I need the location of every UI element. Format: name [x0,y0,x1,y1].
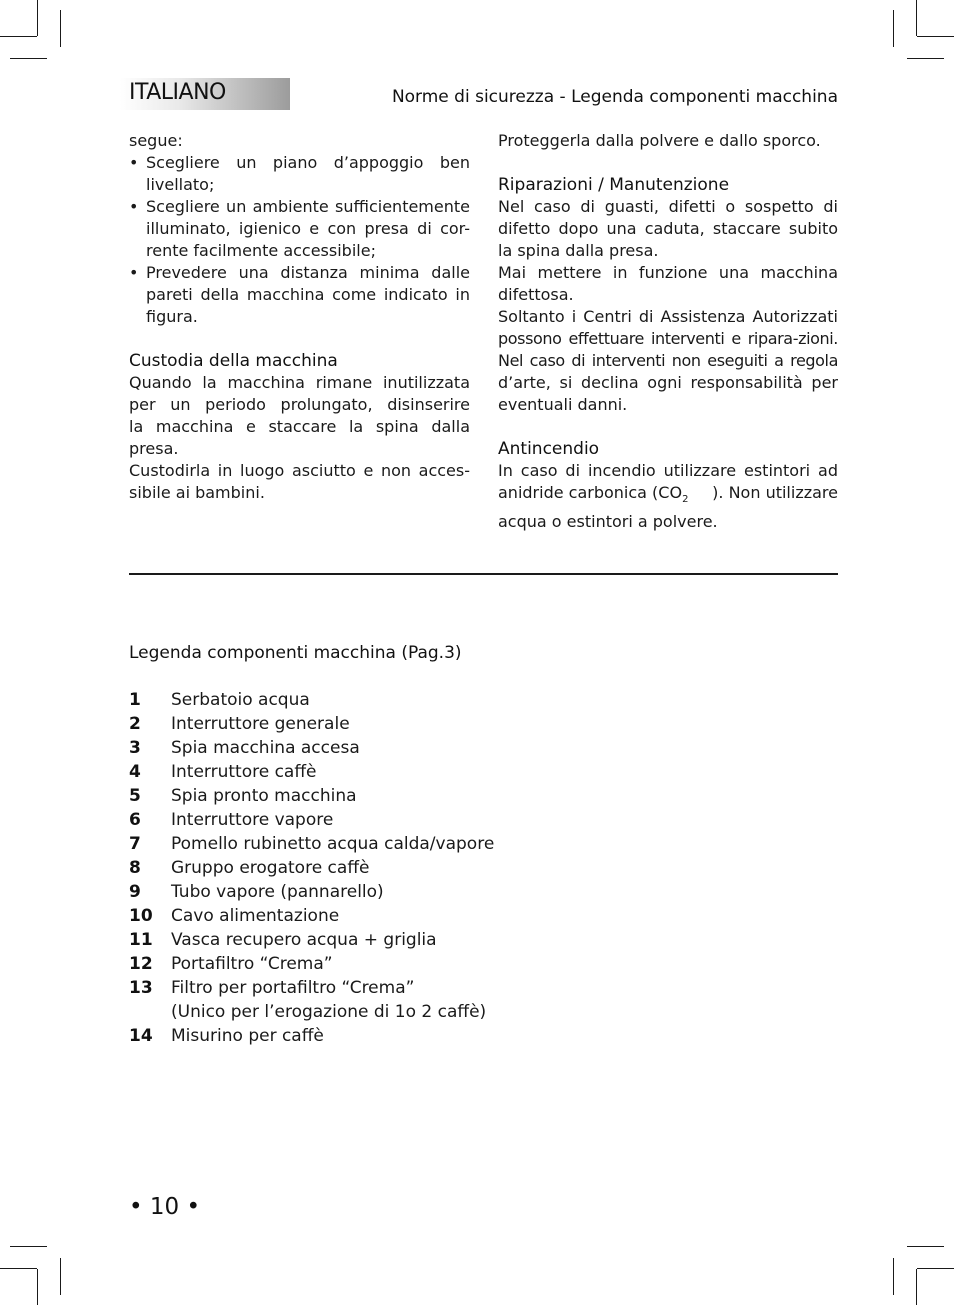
bullet-item [129,196,470,262]
legend-number: 8 [129,858,141,878]
bullet-line: figura. [146,307,198,326]
bullet-line: livellato; [146,175,215,194]
crop-mark [893,10,894,47]
bullet-line: pareti della macchina come indicato in [146,285,470,304]
legend-label: Pomello rubinetto acqua calda/vapore [171,834,495,854]
legend-item [129,688,494,712]
legend-label: Spia macchina accesa [171,738,360,758]
legend-number: 1 [129,690,141,710]
body-line: Nel caso di guasti, difetti o sospetto di [498,197,838,216]
body-line: In caso di incendio utilizzare estintori ad [498,461,838,480]
legend-number [129,1000,171,1024]
body-line: Nel caso di interventi non eseguiti a regola [498,351,838,370]
crop-mark [916,0,917,36]
legend-number: 3 [129,738,141,758]
legend-item [129,832,494,856]
body-line: eventuali danni. [498,395,628,414]
section-heading-antincendio: Antincendio [498,439,600,459]
legend-item [129,808,494,832]
body-line: difetto dopo una caduta, staccare subito [498,219,838,238]
crop-mark [10,1246,47,1247]
legend-number: 2 [129,714,141,734]
bullet-line: illuminato, igienico e con presa di cor- [146,219,470,238]
legend-item [129,976,494,1000]
legend-label: Gruppo erogatore caffè [171,858,370,878]
crop-mark [893,1258,894,1295]
legend-item [129,856,494,880]
co2-suffix: ). Non utilizzare [712,483,838,502]
body-line: Soltanto i Centri di Assistenza Autorizzati [498,307,838,326]
legend-number: 13 [129,978,153,998]
legend-label: Interruttore caffè [171,762,317,782]
legend-label: Filtro per portafiltro “Crema” [171,978,415,998]
body-line: la macchina e staccare la spina dalla [129,417,470,436]
crop-mark [37,1269,38,1305]
legend-label: Interruttore vapore [171,810,334,830]
left-column [129,130,470,504]
crop-mark [37,0,38,36]
bullet-item [129,152,470,196]
co2-text [498,482,688,511]
crop-mark [907,58,944,59]
crop-mark [917,36,954,37]
legend-label: Spia pronto macchina [171,786,357,806]
legend-item [129,904,494,928]
body-line [498,482,838,511]
legend-label: (Unico per l’erogazione di 1o 2 caffè) [171,1002,487,1022]
legend-number: 11 [129,930,153,950]
co2-subscript: 2 [682,494,689,506]
legend-number: 7 [129,834,141,854]
legend-number: 6 [129,810,141,830]
legend-label: Vasca recupero acqua + griglia [171,930,437,950]
legend-title: Legenda componenti macchina (Pag.3) [129,643,462,663]
legend-item [129,784,494,808]
legend-number: 4 [129,762,141,782]
intro-text: segue: [129,131,183,150]
section-heading-custodia: Custodia della macchina [129,351,338,371]
intro-text: Proteggerla dalla polvere e dallo sporco. [498,131,821,150]
legend-label: Cavo alimentazione [171,906,340,926]
crop-mark [0,1268,37,1269]
crop-mark [907,1246,944,1247]
body-line: difettosa. [498,285,574,304]
legend-label: Interruttore generale [171,714,350,734]
crop-mark [60,10,61,47]
legend-number: 10 [129,906,153,926]
crop-mark [0,36,37,37]
legend-item [129,880,494,904]
legend-number: 14 [129,1026,153,1046]
bullet-line: • Scegliere un piano d’appoggio ben [146,153,470,172]
crop-mark [60,1258,61,1295]
body-line: sibile ai bambini. [129,483,265,502]
legend-item [129,712,494,736]
crop-mark [917,1268,954,1269]
body-line: acqua o estintori a polvere. [498,512,718,532]
legend-label: Serbatoio acqua [171,690,310,710]
bullet-line: • Prevedere una distanza minima dalle [146,263,470,282]
legend-label: Portafiltro “Crema” [171,954,333,974]
co2-prefix: anidride carbonica (CO [498,483,683,502]
body-line: possono effettuare interventi e ripara-zioni. [498,329,838,348]
body-line: Mai mettere in funzione una macchina [498,263,838,282]
legend-item [129,760,494,784]
page-title: Norme di sicurezza - Legenda componenti macchina [391,87,838,107]
legend-list [129,688,494,1048]
page-number: • 10 • [129,1194,201,1220]
body-line: presa. [129,439,179,458]
legend-label: Tubo vapore (pannarello) [171,882,384,902]
section-divider [129,573,838,575]
right-column [498,130,838,533]
bullet-line: rente facilmente accessibile; [146,241,376,260]
legend-item [129,1024,494,1048]
crop-mark [916,1269,917,1305]
legend-number: 5 [129,786,141,806]
section-heading-riparazioni: Riparazioni / Manutenzione [498,175,730,195]
legend-number: 12 [129,954,153,974]
legend-item [129,1000,494,1024]
bullet-line: • Scegliere un ambiente sufficientemente [146,197,470,216]
crop-mark [10,58,47,59]
legend-number: 9 [129,882,141,902]
body-line: d’arte, si declina ogni responsabilità per [498,373,838,392]
legend-item [129,952,494,976]
language-label: ITALIANO [129,80,226,105]
body-line: Custodirla in luogo asciutto e non acces- [129,461,470,480]
body-line: la spina dalla presa. [498,241,659,260]
language-label-box [120,78,290,110]
legend-item [129,928,494,952]
body-line: per un periodo prolungato, disinserire [129,395,470,414]
legend-item [129,736,494,760]
body-line: Quando la macchina rimane inutilizzata [129,373,470,392]
bullet-item [129,262,470,328]
legend-label: Misurino per caffè [171,1026,324,1046]
